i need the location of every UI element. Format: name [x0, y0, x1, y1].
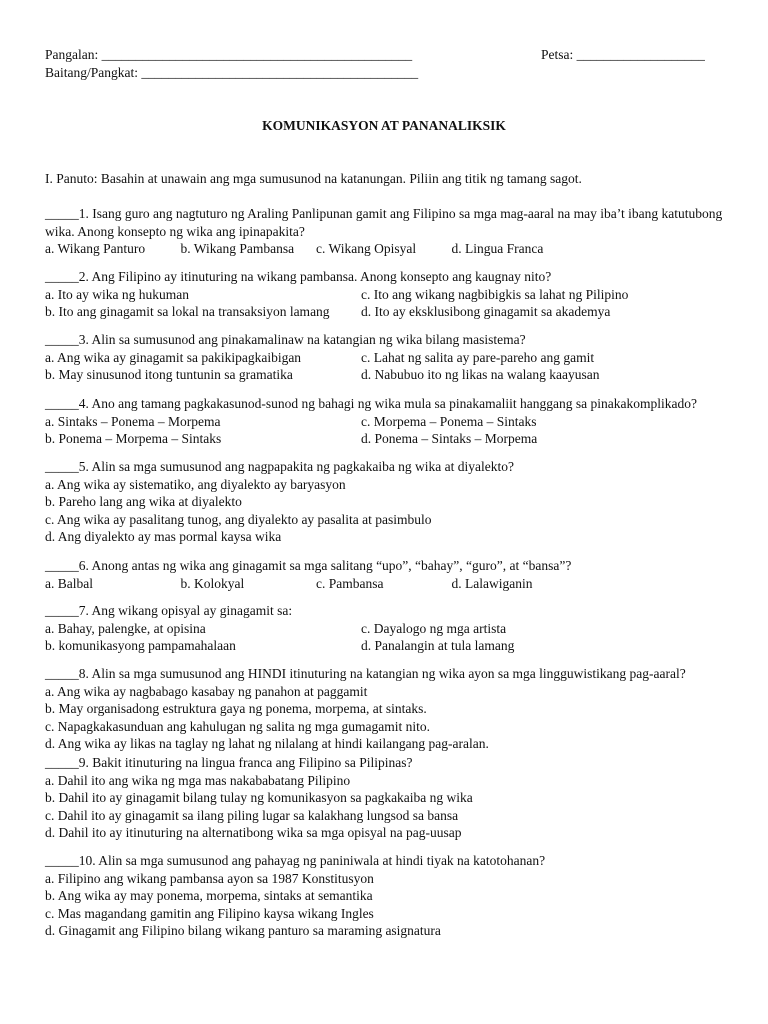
date-line: Petsa: ___________________ [541, 47, 705, 62]
question-8 [45, 665, 735, 753]
question-text: _____2. Ang Filipino ay itinuturing na wikang pambansa. Anong konsepto ang kaugnay nito? [45, 269, 552, 284]
options-row [45, 349, 735, 367]
question-3 [45, 331, 735, 384]
option-c: c. Dahil ito ay ginagamit sa ilang piling lugar sa kalakhang lungsod sa bansa [45, 807, 459, 823]
question-9 [45, 754, 735, 842]
options-row [45, 637, 735, 655]
option-a: a. Ang wika ay nagbabago kasabay ng panahon at paggamit [45, 683, 368, 699]
option-d: d. Panalangin at tula lamang [361, 638, 515, 653]
option-c: c. Napagkakasunduan ang kahulugan ng salita ng mga gumagamit nito. [45, 718, 431, 734]
option-b: b. Wikang Pambansa [180, 241, 295, 256]
question-4 [45, 395, 735, 448]
option-d: d. Nabubuo ito ng likas na walang kaayusan [361, 367, 600, 382]
option-b: b. Ito ang ginagamit sa lokal na transaksiyon lamang [45, 304, 330, 319]
option-a: a. Dahil ito ang wika ng mga mas nakababatang Pilipino [45, 772, 351, 788]
option-d: d. Lalawiganin [451, 575, 533, 591]
option-a: a. Ang wika ay sistematiko, ang diyalekto ay baryasyon [45, 476, 346, 492]
option-c: c. Ang wika ay pasalitang tunog, ang diyalekto ay pasalita at pasimbulo [45, 511, 432, 527]
options-row [45, 575, 735, 593]
option-c: c. Dayalogo ng mga artista [361, 620, 507, 636]
options-row [45, 303, 735, 321]
option-c: c. Morpema – Ponema – Sintaks [361, 413, 537, 429]
options-row [45, 366, 735, 384]
question-5 [45, 458, 735, 546]
option-d: d. Ang diyalekto ay mas pormal kaysa wika [45, 529, 282, 544]
option-c: c. Lahat ng salita ay pare-pareho ang gamit [361, 349, 595, 365]
option-b: b. komunikasyong pampamahalaan [45, 638, 236, 653]
options-row [45, 430, 735, 448]
question-text: _____8. Alin sa mga sumusunod ang HINDI itinuturing na katangian ng wika ayon sa mga lingguwistikang pag-aaral? [45, 666, 686, 681]
page-title: KOMUNIKASYON AT PANANALIKSIK [262, 118, 506, 133]
option-a: a. Sintaks – Ponema – Morpema [45, 413, 221, 429]
option-b: b. Dahil ito ay ginagamit bilang tulay ng komunikasyon sa pagkakaiba ng wika [45, 790, 473, 805]
question-2 [45, 268, 735, 321]
option-c: c. Wikang Opisyal [316, 241, 417, 256]
option-c: c. Mas magandang gamitin ang Filipino kaysa wikang Ingles [45, 905, 374, 921]
question-text: _____1. Isang guro ang nagtuturo ng Araling Panlipunan gamit ang Filipino sa mga mag-aaral na may iba’t ibang katutubong wika. Anong konsepto ng wika ang ipinapakita? [45, 206, 723, 239]
option-b: b. May sinusunod itong tuntunin sa gramatika [45, 367, 293, 382]
question-text: _____9. Bakit itinuturing na lingua franca ang Filipino sa Pilipinas? [45, 755, 413, 770]
instructions: I. Panuto: Basahin at unawain ang mga sumusunod na katanungan. Piliin ang titik ng tamang sagot. [45, 171, 582, 186]
option-a: a. Bahay, palengke, at opisina [45, 620, 206, 636]
question-10 [45, 852, 735, 940]
option-d: d. Ponema – Sintaks – Morpema [361, 431, 538, 446]
options-row [45, 240, 735, 258]
option-b: b. Kolokyal [180, 575, 245, 591]
question-text: _____3. Alin sa sumusunod ang pinakamalinaw na katangian ng wika bilang masistema? [45, 332, 526, 347]
options-row [45, 620, 735, 638]
option-d: d. Ginagamit ang Filipino bilang wikang panturo sa maraming asignatura [45, 923, 441, 938]
option-a: a. Balbal [45, 575, 93, 591]
question-text: _____10. Alin sa mga sumusunod ang pahayag ng paniniwala at hindi tiyak na katotohanan? [45, 853, 546, 868]
option-a: a. Wikang Panturo [45, 241, 146, 256]
options-row [45, 286, 735, 304]
option-b: b. Ang wika ay may ponema, morpema, sintaks at semantika [45, 888, 373, 903]
question-1 [45, 205, 735, 258]
option-d: d. Ito ay eksklusibong ginagamit sa akademya [361, 304, 611, 319]
section-line: Baitang/Pangkat: _________________________________________ [45, 65, 419, 80]
option-a: a. Ito ay wika ng hukuman [45, 286, 189, 302]
option-b: b. May organisadong estruktura gaya ng ponema, morpema, at sintaks. [45, 701, 427, 716]
option-c: c. Pambansa [316, 575, 384, 591]
question-text: _____6. Anong antas ng wika ang ginagamit sa mga salitang “upo”, “bahay”, “guro”, at “bansa”? [45, 558, 572, 573]
option-a: a. Ang wika ay ginagamit sa pakikipagkaibigan [45, 349, 302, 365]
question-7 [45, 602, 735, 655]
option-d: d. Ang wika ay likas na taglay ng lahat ng nilalang at hindi kailangang pag-aralan. [45, 736, 489, 751]
option-a: a. Filipino ang wikang pambansa ayon sa 1987 Konstitusyon [45, 870, 374, 886]
options-row [45, 413, 735, 431]
question-text: _____4. Ano ang tamang pagkakasunod-sunod ng bahagi ng wika mula sa pinakamaliit hanggang sa pinakakomplikado? [45, 396, 697, 411]
question-text: _____5. Alin sa mga sumusunod ang nagpapakita ng pagkakaiba ng wika at diyalekto? [45, 459, 515, 474]
option-b: b. Ponema – Morpema – Sintaks [45, 431, 222, 446]
option-d: d. Lingua Franca [451, 241, 544, 256]
option-c: c. Ito ang wikang nagbibigkis sa lahat ng Pilipino [361, 286, 629, 302]
name-line: Pangalan: ______________________________________________ [45, 47, 413, 62]
option-b: b. Pareho lang ang wika at diyalekto [45, 494, 242, 509]
option-d: d. Dahil ito ay itinuturing na alternatibong wika sa mga opisyal na pag-uusap [45, 825, 462, 840]
question-6 [45, 557, 735, 592]
question-text: _____7. Ang wikang opisyal ay ginagamit sa: [45, 603, 293, 618]
